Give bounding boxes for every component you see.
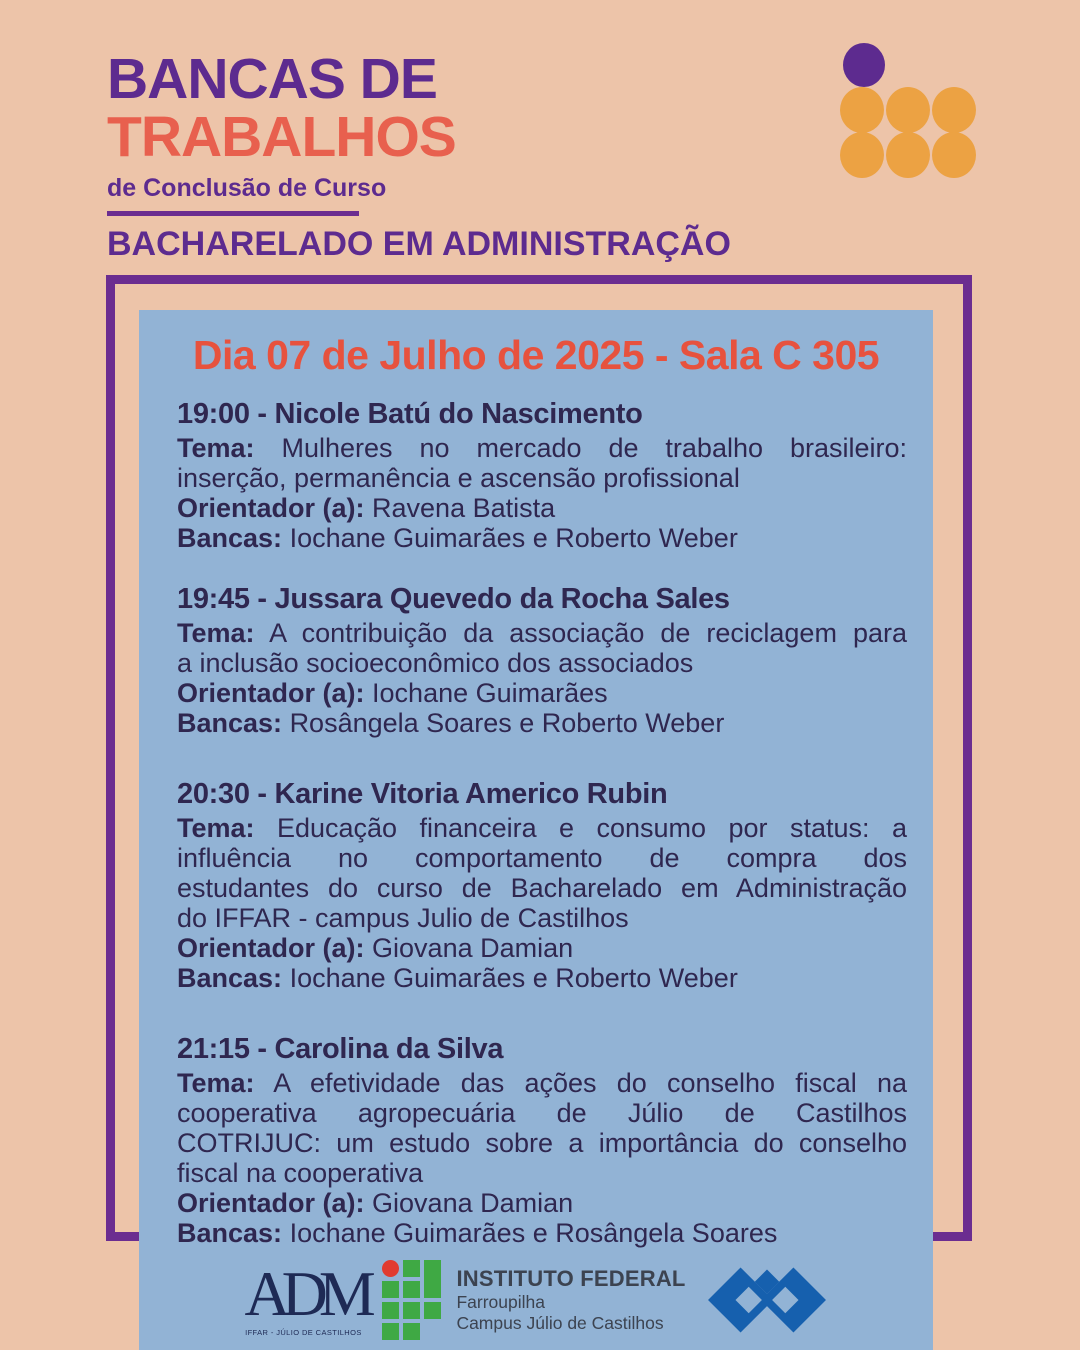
entry-tema-line [177, 813, 907, 843]
orange-dot-icon [886, 132, 930, 178]
entry-tema-line [177, 618, 907, 648]
tema-text: a inclusão socioeconômico dos associados [177, 648, 694, 678]
entry-title: 19:00 - Nicole Batú do Nascimento [177, 398, 643, 430]
entry-tema-line [177, 1158, 907, 1188]
institute-line2: Farroupilha [456, 1292, 545, 1312]
bancas-label: Bancas: [177, 708, 283, 738]
orange-dot-icon [932, 132, 976, 178]
schedule-entry [177, 398, 907, 553]
institute-line3: Campus Júlio de Castilhos [456, 1313, 664, 1333]
instituto-federal-logo [382, 1260, 685, 1340]
orientador-label: Orientador (a): [177, 1188, 365, 1218]
if-green-square-icon [382, 1302, 399, 1319]
entry-bancas [177, 963, 907, 993]
entry-bancas [177, 708, 907, 738]
adm-logo-icon [244, 1257, 367, 1337]
course-title: BACHARELADO EM ADMINISTRAÇÃO [107, 225, 731, 263]
tema-text: COTRIJUC: um estudo sobre a importância do conselho [177, 1128, 907, 1158]
footer-logos [139, 1252, 933, 1348]
entry-bancas [177, 523, 907, 553]
entry-orientador [177, 493, 907, 523]
schedule-card [139, 310, 933, 1350]
schedule-entry [177, 1033, 907, 1248]
if-green-square-icon [403, 1281, 420, 1298]
tema-label: Tema: [177, 618, 255, 648]
tema-text: Educação financeira e consumo por status: a [276, 813, 907, 843]
tema-text: cooperativa agropecuária de Júlio de Castilhos [177, 1098, 907, 1128]
if-green-square-icon [403, 1260, 420, 1277]
orientador-name: Giovana Damian [372, 933, 574, 963]
tema-text: do IFFAR - campus Julio de Castilhos [177, 903, 629, 933]
entry-tema-line [177, 1128, 907, 1158]
entry-orientador [177, 1188, 907, 1218]
divider-line [107, 211, 359, 216]
orange-dots-decoration [840, 87, 976, 177]
orange-dot-icon [840, 87, 884, 133]
if-green-square-icon [382, 1281, 399, 1298]
entry-tema-line [177, 648, 907, 678]
purple-dot-icon [843, 43, 885, 87]
orientador-label: Orientador (a): [177, 678, 365, 708]
if-green-square-icon [424, 1302, 441, 1319]
tema-label: Tema: [177, 813, 255, 843]
if-green-square-icon [403, 1302, 420, 1319]
tema-text: A efetividade das ações do conselho fiscal na [273, 1068, 907, 1098]
tema-text: Mulheres no mercado de trabalho brasileiro: [281, 433, 907, 463]
bancas-names: Iochane Guimarães e Roberto Weber [289, 523, 738, 553]
bancas-names: Rosângela Soares e Roberto Weber [289, 708, 725, 738]
entry-bancas [177, 1218, 907, 1248]
tema-text: inserção, permanência e ascensão profissional [177, 463, 740, 493]
entry-title: 20:30 - Karine Vitoria Americo Rubin [177, 778, 668, 810]
orientador-label: Orientador (a): [177, 933, 365, 963]
entry-title: 19:45 - Jussara Quevedo da Rocha Sales [177, 583, 730, 615]
bancas-label: Bancas: [177, 963, 283, 993]
poster-header [107, 47, 731, 264]
bancas-label: Bancas: [177, 1218, 283, 1248]
if-green-square-icon [424, 1260, 441, 1298]
entry-title: 21:15 - Carolina da Silva [177, 1033, 504, 1065]
entry-orientador [177, 678, 907, 708]
if-green-square-icon [382, 1323, 399, 1340]
tema-text: influência no comportamento de compra dos [177, 843, 907, 873]
orientador-label: Orientador (a): [177, 493, 365, 523]
orientador-name: Iochane Guimarães [372, 678, 608, 708]
schedule-entry [177, 778, 907, 993]
entry-tema-line [177, 1068, 907, 1098]
diamond-logo-icon [706, 1259, 828, 1341]
if-green-square-icon [403, 1323, 420, 1340]
orange-dot-icon [840, 132, 884, 178]
schedule-entry [177, 583, 907, 738]
entry-tema-line [177, 873, 907, 903]
title-line2: TRABALHOS [107, 105, 456, 169]
tema-text: A contribuição da associação de reciclagem para [269, 618, 907, 648]
orientador-name: Giovana Damian [372, 1188, 574, 1218]
entry-tema-line [177, 433, 907, 463]
tema-label: Tema: [177, 433, 255, 463]
entry-tema-line [177, 903, 907, 933]
bancas-names: Iochane Guimarães e Rosângela Soares [289, 1218, 778, 1248]
entry-tema-line [177, 843, 907, 873]
bancas-names: Iochane Guimarães e Roberto Weber [289, 963, 738, 993]
date-title: Dia 07 de Julho de 2025 - Sala C 305 [192, 332, 880, 378]
entry-tema-line [177, 463, 907, 493]
tema-label: Tema: [177, 1068, 255, 1098]
adm-logo-caption: IFFAR - JÚLIO DE CASTILHOS [245, 1327, 362, 1337]
adm-logo-letters: ADM [244, 1257, 367, 1329]
entry-tema-line [177, 1098, 907, 1128]
entry-orientador [177, 933, 907, 963]
subtitle: de Conclusão de Curso [107, 174, 387, 202]
title-line1: BANCAS DE [107, 47, 437, 111]
institute-name: INSTITUTO FEDERAL [456, 1266, 686, 1291]
orange-dot-icon [932, 87, 976, 133]
instituto-federal-mark-icon [382, 1260, 441, 1340]
orientador-name: Ravena Batista [372, 493, 556, 523]
tema-text: estudantes do curso de Bacharelado em Administração [177, 873, 907, 903]
orange-dot-icon [886, 87, 930, 133]
instituto-federal-text [456, 1266, 685, 1334]
if-red-dot-icon [382, 1260, 399, 1277]
bancas-label: Bancas: [177, 523, 283, 553]
tema-text: fiscal na cooperativa [177, 1158, 424, 1188]
